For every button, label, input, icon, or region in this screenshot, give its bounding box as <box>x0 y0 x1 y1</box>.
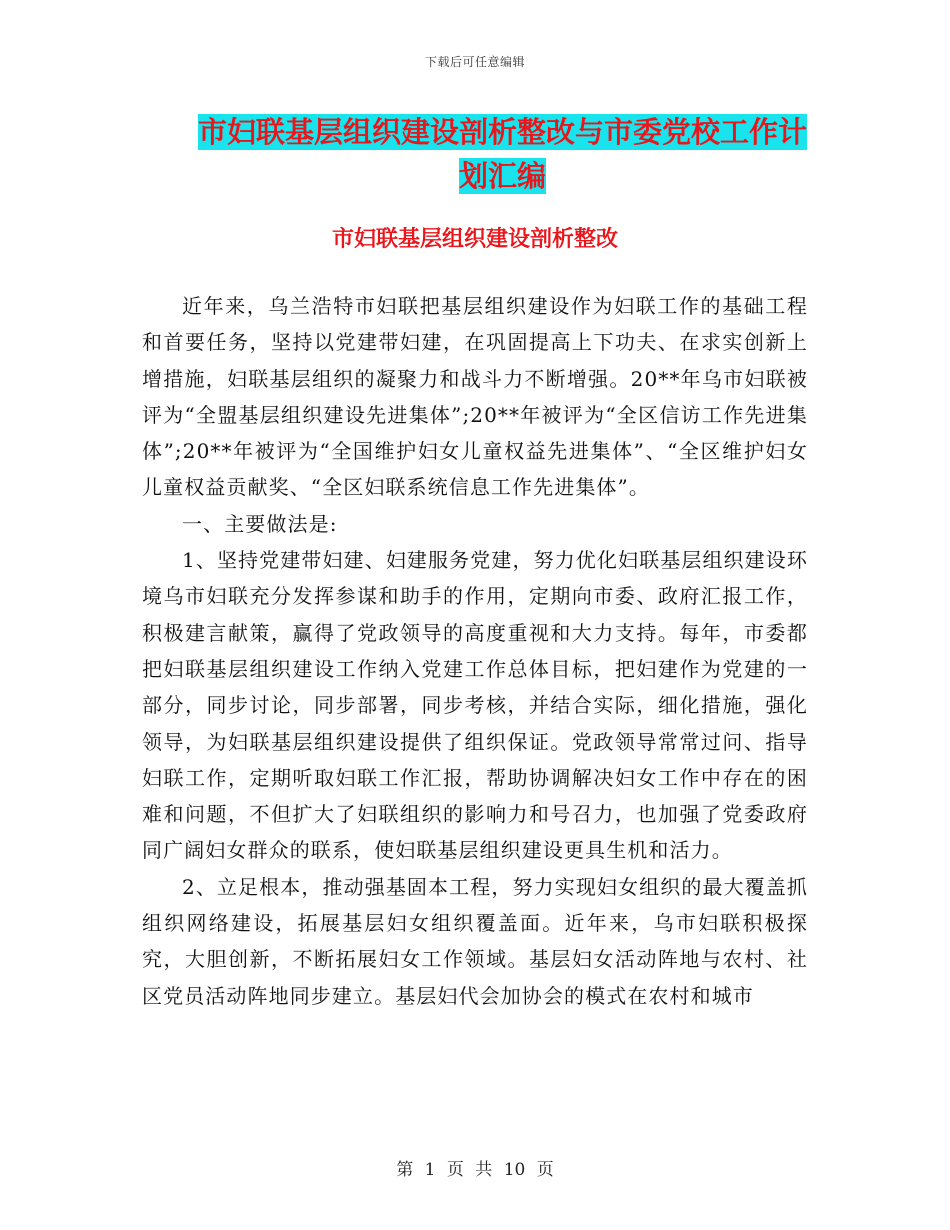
document-title <box>190 110 815 198</box>
paragraph-item-2: 2、立足根本，推动强基固本工程，努力实现妇女组织的最大覆盖抓组织网络建设，拓展基层妇女组织覆盖面。近年来，乌市妇联积极探究，大胆创新，不断拓展妇女工作领域。基层妇女活动阵地与农村、社区党员活动阵地同步建立。基层妇代会加协会的模式在农村和城市 <box>142 874 808 1008</box>
section-title: 市妇联基层组织建设剖析整改 <box>331 226 618 252</box>
paragraph-heading-main-practices: 一、主要做法是: <box>182 511 338 536</box>
page-number: 第 1 页 共 10 页 <box>396 1160 554 1180</box>
document-title-text: 市妇联基层组织建设剖析整改与市委党校工作计划汇编 <box>197 115 807 193</box>
paragraph-intro: 近年来，乌兰浩特市妇联把基层组织建设作为妇联工作的基础工程和首要任务，坚持以党建带妇建，在巩固提高上下功夫、在求实创新上增措施，妇联基层组织的凝聚力和战斗力不断增强。20**年乌市妇联被评为“全盟基层组织建设先进集体”;20**年被评为“全区信访工作先进集体”;20**年被评为“全国维护妇女儿童权益先进集体”、“全区维护妇女儿童权益贡献奖、“全区妇联系统信息工作先进集体”。 <box>142 294 808 500</box>
paragraph-item-1: 1、坚持党建带妇建、妇建服务党建，努力优化妇联基层组织建设环境乌市妇联充分发挥参谋和助手的作用，定期向市委、政府汇报工作，积极建言献策，赢得了党政领导的高度重视和大力支持。每年，市委都把妇联基层组织建设工作纳入党建工作总体目标，把妇建作为党建的一部分，同步讨论，同步部署，同步考核，并结合实际，细化措施，强化领导，为妇联基层组织建设提供了组织保证。党政领导常常过问、指导妇联工作，定期听取妇联工作汇报，帮助协调解决妇女工作中存在的困难和问题，不但扩大了妇联组织的影响力和号召力，也加强了党委政府同广阔妇女群众的联系，使妇联基层组织建设更具生机和活力。 <box>142 548 808 863</box>
page-header: 下载后可任意编辑 <box>424 55 525 69</box>
document-body <box>142 288 808 1014</box>
